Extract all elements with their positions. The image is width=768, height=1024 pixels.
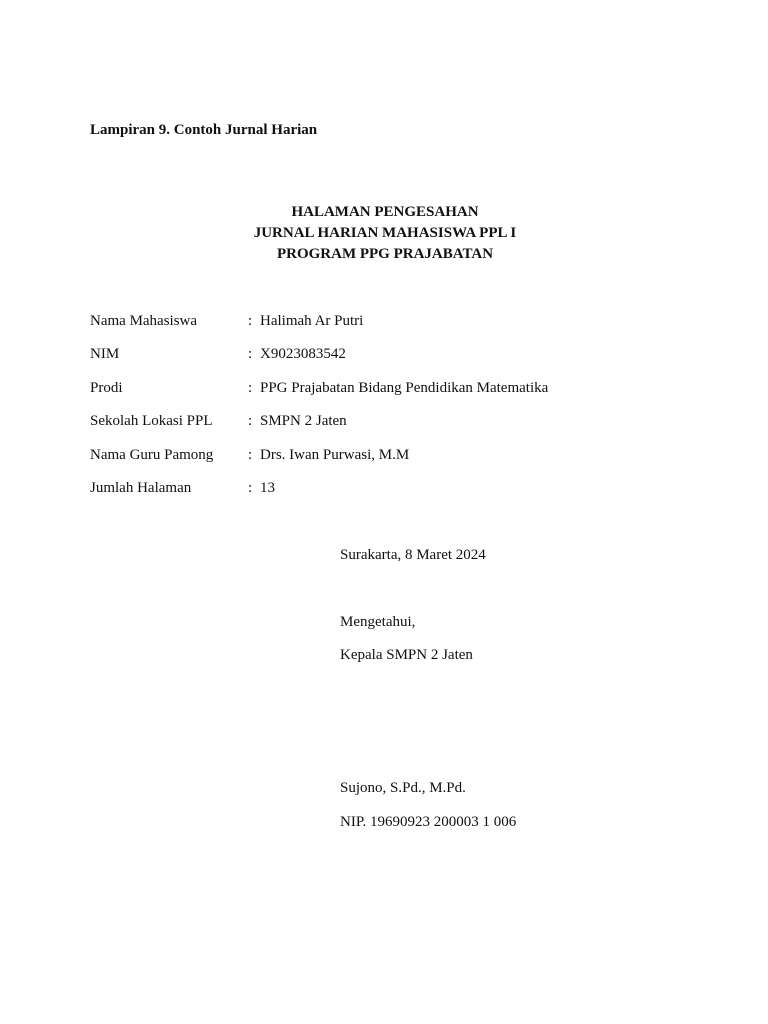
place-date: Surakarta, 8 Maret 2024 <box>340 547 486 563</box>
info-value: PPG Prajabatan Bidang Pendidikan Matematika <box>260 379 549 396</box>
info-value: 13 <box>260 479 275 496</box>
signer-position: Kepala SMPN 2 Jaten <box>340 647 473 663</box>
info-value: Drs. Iwan Purwasi, M.M <box>260 446 410 463</box>
info-colon: : <box>248 346 253 363</box>
info-value: X9023083542 <box>260 346 346 363</box>
info-colon: : <box>248 313 253 329</box>
signer-nip: NIP. 19690923 200003 1 006 <box>340 814 517 830</box>
info-value: Halimah Ar Putri <box>260 313 364 329</box>
heading-line-2: JURNAL HARIAN MAHASISWA PPL I <box>253 225 517 241</box>
info-colon: : <box>248 479 253 496</box>
signer-name: Sujono, S.Pd., M.Pd. <box>340 780 466 796</box>
info-label: Nama Mahasiswa <box>90 313 198 329</box>
info-label: Nama Guru Pamong <box>90 446 214 463</box>
info-label: Sekolah Lokasi PPL <box>90 413 213 430</box>
info-label: NIM <box>90 346 120 363</box>
heading-line-3: PROGRAM PPG PRAJABATAN <box>276 246 494 262</box>
info-colon: : <box>248 379 253 396</box>
heading-line-1: HALAMAN PENGESAHAN <box>291 204 479 220</box>
appendix-title: Lampiran 9. Contoh Jurnal Harian <box>90 122 318 138</box>
info-colon: : <box>248 446 253 463</box>
info-value: SMPN 2 Jaten <box>260 413 347 430</box>
approval-heading <box>0 202 768 265</box>
info-label: Prodi <box>90 379 123 396</box>
info-label: Jumlah Halaman <box>90 479 192 496</box>
info-colon: : <box>248 413 253 430</box>
acknowledged-text: Mengetahui, <box>340 614 416 630</box>
